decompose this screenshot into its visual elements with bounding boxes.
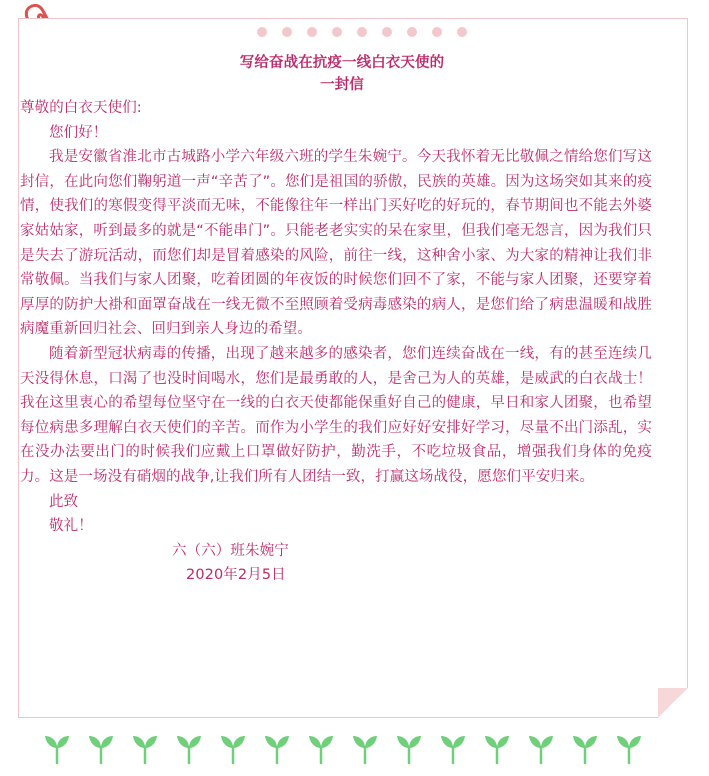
- dot: [432, 27, 442, 37]
- sprout-icon: [614, 733, 644, 765]
- sprout-icon: [130, 733, 160, 765]
- sprout-icon: [262, 733, 292, 765]
- sprout-icon: [306, 733, 336, 765]
- closing-jing-li: 敬礼！: [49, 518, 93, 535]
- dot: [382, 27, 392, 37]
- paragraph-2: 随着新型冠状病毒的传播，出现了越来越多的感染者，您们连续奋战在一线，有的甚至连续几天没得休息，口渴了也没时间喝水，您们是最勇敢的人，是舍己为人的英雄，是威武的白衣战士！我在这里衷心的希望每位坚守在一线的白衣天使都能保重好自己的健康，早日和家人团聚，也希望每位病患多理解白衣天使们的辛苦。而作为小学生的我们应好好安排好学习，尽量不出门添乱，实在没办法要出门的时候我们应戴上口罩做好防护，勤洗手，不吃垃圾食品，增强我们身体的免疫力。这是一场没有硝烟的战争,让我们所有人团结一致，打赢这场战役，愿您们平安归来。: [20, 345, 652, 485]
- dot: [357, 27, 367, 37]
- sprout-icon: [482, 733, 512, 765]
- dot: [257, 27, 267, 37]
- sprout-row: [42, 733, 644, 765]
- sprout-icon: [438, 733, 468, 765]
- sprout-icon: [570, 733, 600, 765]
- dot: [457, 27, 467, 37]
- title-line-1: 写给奋战在抗疫一线白衣天使的: [239, 55, 445, 71]
- letter-date: 2020年2月5日: [186, 567, 286, 584]
- title-line-2: 一封信: [320, 77, 364, 93]
- sprout-icon: [174, 733, 204, 765]
- sprout-icon: [394, 733, 424, 765]
- dot: [282, 27, 292, 37]
- closing-ci-zhi: 此致: [49, 493, 79, 510]
- decorative-dots: [257, 27, 467, 37]
- page-fold-corner: [658, 688, 688, 718]
- signature: 六（六）班朱婉宁: [172, 542, 289, 559]
- dot: [332, 27, 342, 37]
- dot: [407, 27, 417, 37]
- sprout-icon: [218, 733, 248, 765]
- sprout-icon: [526, 733, 556, 765]
- letter-body: [20, 52, 652, 588]
- greeting: 您们好！: [49, 124, 108, 141]
- sprout-icon: [350, 733, 380, 765]
- sprout-icon: [42, 733, 72, 765]
- letter-title: [32, 52, 652, 96]
- dot: [307, 27, 317, 37]
- salutation: 尊敬的白衣天使们:: [20, 100, 142, 116]
- sprout-icon: [86, 733, 116, 765]
- paragraph-1: 我是安徽省淮北市古城路小学六年级六班的学生朱婉宁。今天我怀着无比敬佩之情给您们写这封信，在此向您们鞠躬道一声“辛苦了”。您们是祖国的骄傲，民族的英雄。因为这场突如其来的疫情，使我们的寒假变得平淡而无味，不能像往年一样出门买好吃的好玩的，春节期间也不能去外婆家姑姑家，听到最多的就是“不能串门”。只能老老实实的呆在家里，但我们毫无怨言，因为我们只是失去了游玩活动，而您们却是冒着感染的风险，前往一线，这种舍小家、为大家的精神让我们非常敬佩。当我们与家人团聚，吃着团圆的年夜饭的时候您们回不了家，不能与家人团聚，还要穿着厚厚的防护大褂和面罩奋战在一线无微不至照顾着受病毒感染的病人，是您们给了病患温暖和战胜病魔重新回归社会、回归到亲人身边的希望。: [20, 149, 652, 338]
